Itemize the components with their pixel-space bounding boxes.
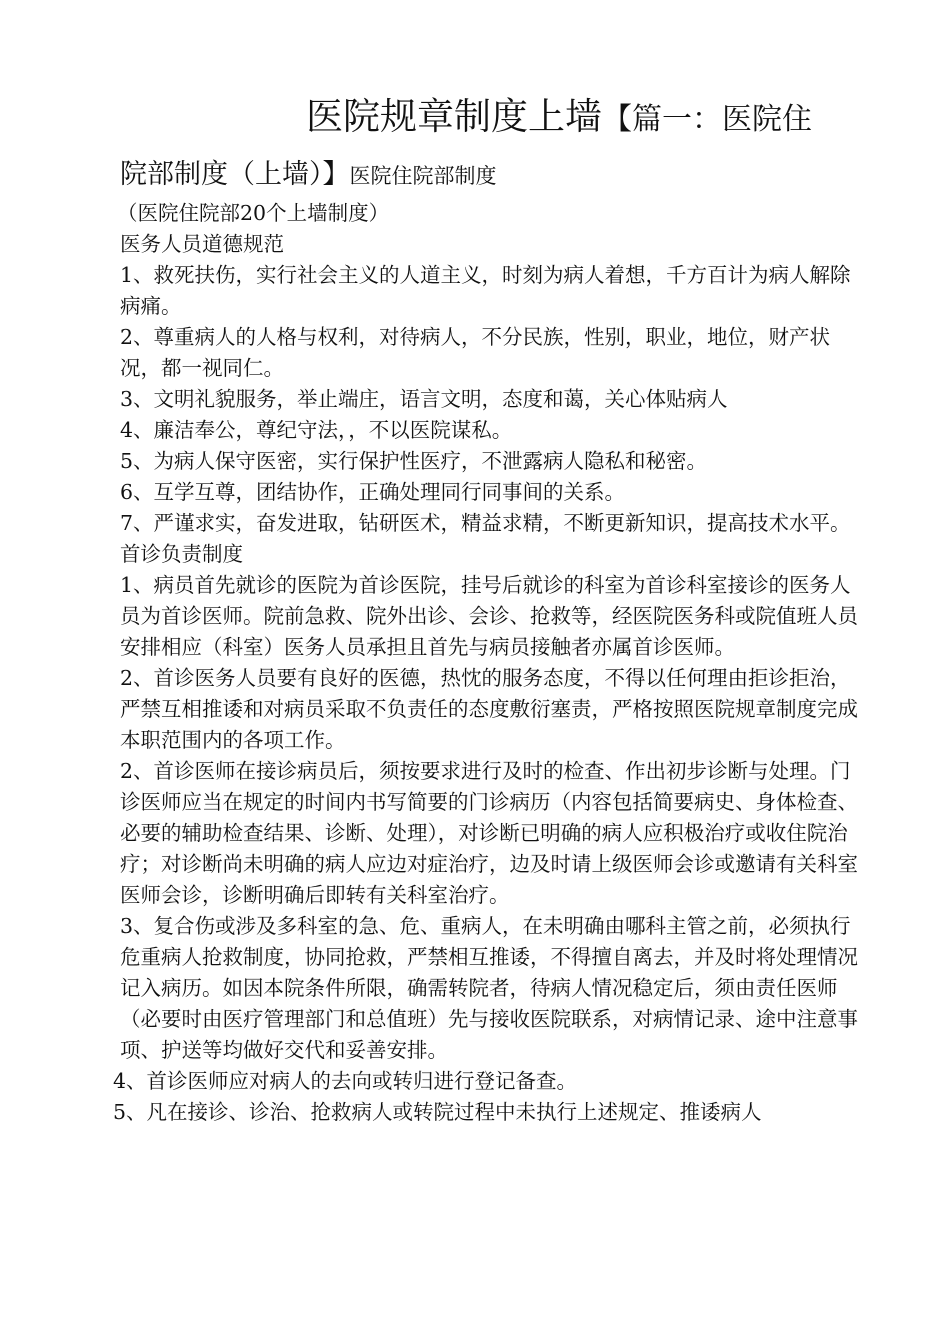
paragraph: 3、文明礼貌服务，举止端庄，语言文明，态度和蔼，关心体贴病人 xyxy=(120,387,728,411)
document-title-line1 xyxy=(306,92,812,149)
title-tail: 医院住院部制度 xyxy=(349,164,497,188)
paragraph: 5、凡在接诊、诊治、抢救病人或转院过程中未执行上述规定、推诿病人 xyxy=(113,1100,762,1124)
document-title-line2 xyxy=(120,155,497,198)
paragraph: 2、首诊医师在接诊病员后，须按要求进行及时的检查、作出初步诊断与处理。门诊医师应当在规定的时间内书写简要的门诊病历（内容包括简要病史、身体检查、必要的辅助检查结果、诊断、处理），对诊断已明确的病人应积极治疗或收住院治疗；对诊断尚未明确的病人应边对症治疗，边及时请上级医师会诊或邀请有关科室医师会诊，诊断明确后即转有关科室治疗。 xyxy=(120,759,858,907)
paragraph: 3、复合伤或涉及多科室的急、危、重病人，在未明确由哪科主管之前，必须执行危重病人抢救制度，协同抢救，严禁相互推诿，不得擅自离去，并及时将处理情况记入病历。如因本院条件所限，确需转院者，待病人情况稳定后，须由责任医师（必要时由医疗管理部门和总值班）先与接收医院联系，对病情记录、途中注意事项、护送等均做好交代和妥善安排。 xyxy=(120,914,858,1062)
paragraph: 4、廉洁奉公，尊纪守法，，不以医院谋私。 xyxy=(120,418,513,442)
paragraph: 2、首诊医务人员要有良好的医德，热忱的服务态度，不得以任何理由拒诊拒治，严禁互相推诿和对病员采取不负责任的态度敷衍塞责，严格按照医院规章制度完成本职范围内的各项工作。 xyxy=(120,666,858,752)
title-main: 医院规章制度上墙 xyxy=(306,95,602,138)
paragraph: 7、严谨求实，奋发进取，钻研医术，精益求精，不断更新知识，提高技术水平。 xyxy=(120,511,851,535)
title-continued: 院部制度（上墙）】 xyxy=(120,159,350,190)
document-body xyxy=(113,198,865,1128)
paragraph: 1、救死扶伤，实行社会主义的人道主义，时刻为病人着想，千方百计为病人解除病痛。 xyxy=(120,263,851,318)
section-heading: 医务人员道德规范 xyxy=(120,232,284,256)
paragraph: 6、互学互尊，团结协作，正确处理同行同事间的关系。 xyxy=(120,480,626,504)
paragraph: 1、病员首先就诊的医院为首诊医院，挂号后就诊的科室为首诊科室接诊的医务人员为首诊医师。院前急救、院外出诊、会诊、抢救等，经医院医务科或院值班人员安排相应（科室）医务人员承担且首先与病员接触者亦属首诊医师。 xyxy=(120,573,858,659)
title-bracket: 【篇一：医院住 xyxy=(602,102,812,137)
paragraph: 4、首诊医师应对病人的去向或转归进行登记备查。 xyxy=(113,1069,578,1093)
paragraph: 2、尊重病人的人格与权利，对待病人，不分民族，性别，职业，地位，财产状况，都一视同仁。 xyxy=(120,325,831,380)
subtitle-note: （医院住院部20个上墙制度） xyxy=(117,201,390,225)
section-heading: 首诊负责制度 xyxy=(120,542,243,566)
paragraph: 5、为病人保守医密，实行保护性医疗，不泄露病人隐私和秘密。 xyxy=(120,449,708,473)
